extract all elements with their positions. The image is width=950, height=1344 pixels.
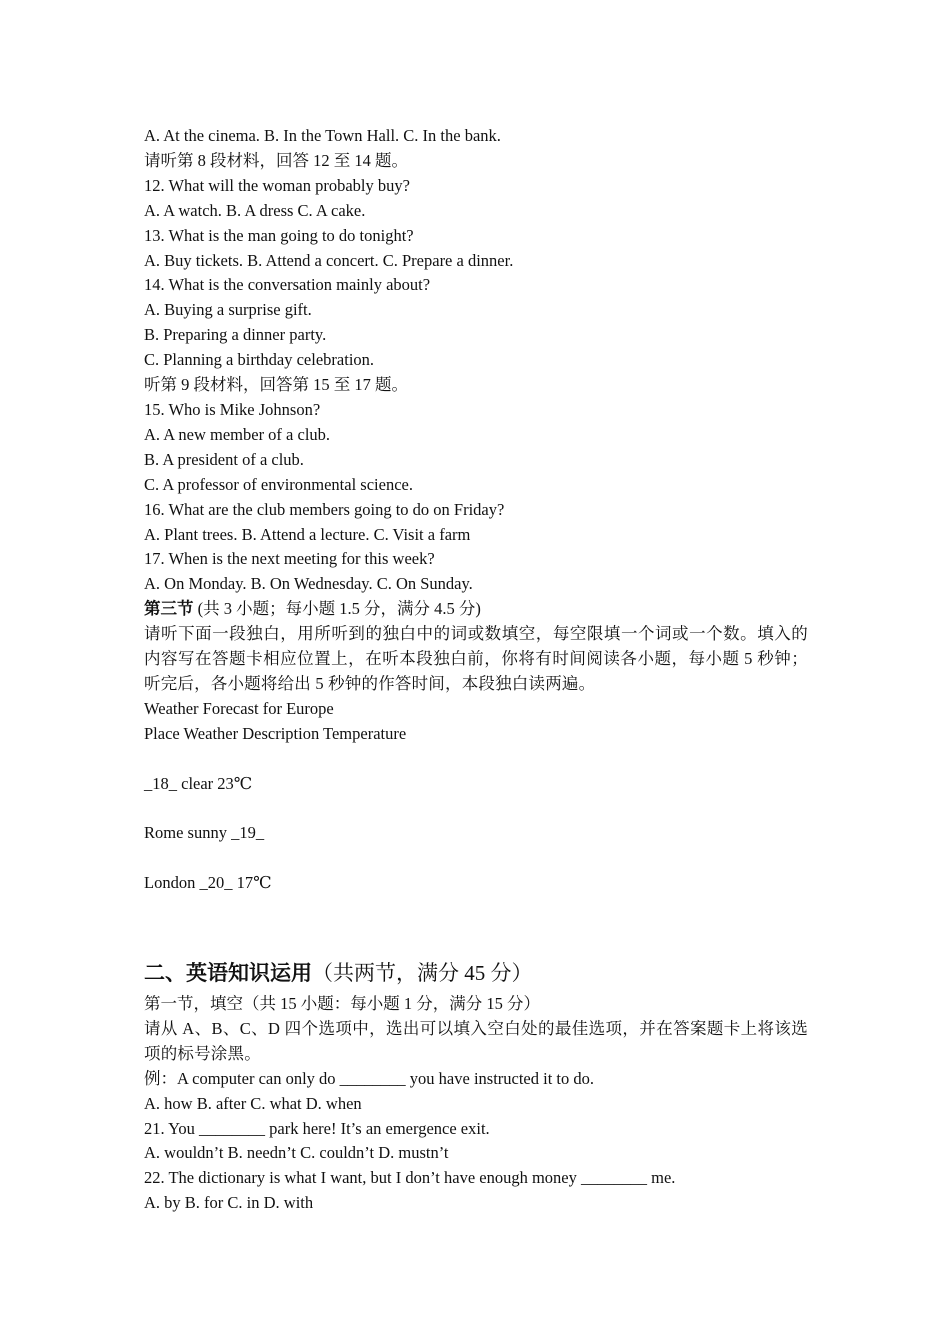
spacer (144, 846, 808, 871)
question-line: 16. What are the club members going to do on Friday? (144, 499, 505, 519)
question-line: 13. What is the man going to do tonight? (144, 225, 414, 245)
option-line: B. A president of a club. (144, 449, 304, 469)
section-title-line (144, 597, 808, 622)
option-line: A. A watch. B. A dress C. A cake. (144, 200, 366, 220)
example-line: 例：A computer can only do ________ you have instructed it to do. (144, 1068, 595, 1088)
part-heading-info: （共两节，满分 45 分） (312, 961, 533, 986)
option-line: A. how B. after C. what D. when (144, 1093, 362, 1113)
question-line: 17. When is the next meeting for this week? (144, 549, 435, 569)
option-line: A. Buying a surprise gift. (144, 300, 312, 320)
question-line: 21. You ________ park here! It’s an emergence exit. (144, 1118, 490, 1138)
table-title: Weather Forecast for Europe (144, 698, 334, 718)
part-heading (144, 958, 808, 988)
instruction-line: 请听第 8 段材料，回答 12 至 14 题。 (144, 150, 408, 170)
knowledge-part (144, 958, 808, 1216)
spacer (144, 796, 808, 821)
table-header: Place Weather Description Temperature (144, 723, 407, 743)
section-three (144, 597, 808, 896)
listening-part (144, 124, 808, 597)
option-line: A. wouldn’t B. needn’t C. couldn’t D. mustn’t (144, 1143, 449, 1163)
table-row: London _20_ 17℃ (144, 873, 272, 893)
option-line: B. Preparing a dinner party. (144, 325, 327, 345)
subsection-title: 第一节，填空（共 15 小题：每小题 1 分，满分 15 分） (144, 994, 540, 1014)
option-line: C. Planning a birthday celebration. (144, 350, 375, 370)
part-heading-title: 二、英语知识运用 (144, 961, 312, 986)
option-line: A. Plant trees. B. Attend a lecture. C. Visit a farm (144, 524, 471, 544)
section-info: (共 3 小题；每小题 1.5 分，满分 4.5 分) (193, 599, 481, 619)
question-line: 15. Who is Mike Johnson? (144, 399, 321, 419)
option-line: A. Buy tickets. B. Attend a concert. C. Prepare a dinner. (144, 250, 514, 270)
option-line: A. On Monday. B. On Wednesday. C. On Sunday. (144, 574, 473, 594)
subsection-instructions: 请从 A、B、C、D 四个选项中，选出可以填入空白处的最佳选项，并在答案题卡上将该选项的标号涂黑。 (144, 1018, 808, 1063)
section-instructions: 请听下面一段独白，用所听到的独白中的词或数填空，每空限填一个词或一个数。填入的内容写在答题卡相应位置上，在听本段独白前，你将有时间阅读各小题，每小题 5 秒钟；听完后，各小题将给出 5 秒钟的作答时间，本段独白读两遍。 (144, 624, 808, 693)
table-row: _18_ clear 23℃ (144, 773, 253, 793)
question-line: 22. The dictionary is what I want, but I don’t have enough money ________ me. (144, 1168, 676, 1188)
exam-page (144, 124, 808, 1216)
spacer (144, 747, 808, 772)
question-line: 12. What will the woman probably buy? (144, 175, 410, 195)
option-line: A. by B. for C. in D. with (144, 1193, 314, 1213)
instruction-line: 听第 9 段材料，回答第 15 至 17 题。 (144, 375, 408, 395)
question-line: 14. What is the conversation mainly about? (144, 275, 431, 295)
option-line: A. At the cinema. B. In the Town Hall. C. In the bank. (144, 126, 501, 145)
option-line: A. A new member of a club. (144, 424, 331, 444)
option-line: C. A professor of environmental science. (144, 474, 413, 494)
section-title: 第三节 (144, 599, 194, 619)
table-row: Rome sunny _19_ (144, 823, 265, 843)
